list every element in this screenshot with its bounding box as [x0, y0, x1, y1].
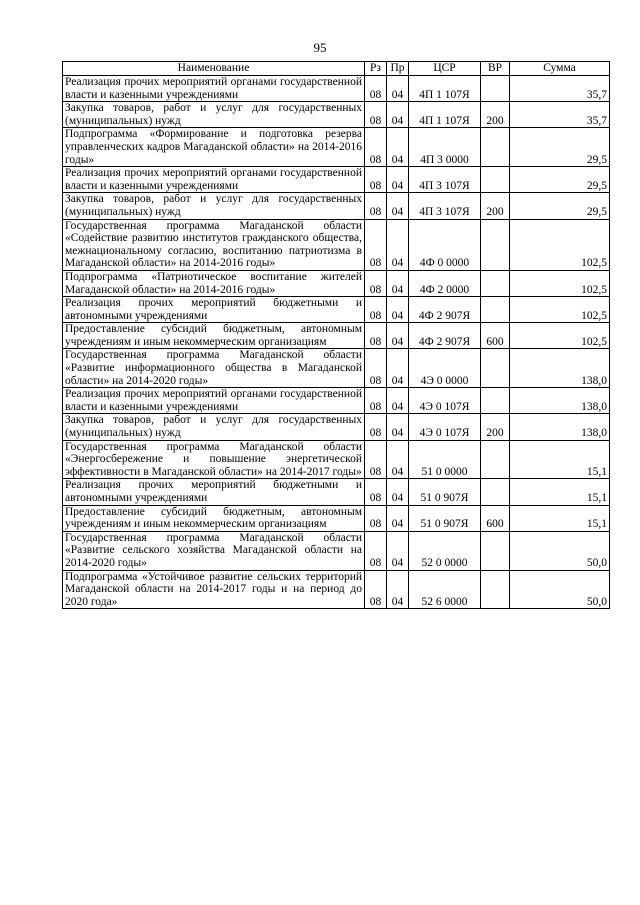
cell-pr: 04: [387, 102, 409, 128]
cell-pr: 04: [387, 297, 409, 323]
cell-sum: 138,0: [510, 349, 610, 388]
cell-pr: 04: [387, 388, 409, 414]
cell-sum: 29,5: [510, 167, 610, 193]
table-row: [63, 349, 610, 388]
cell-pr: 04: [387, 219, 409, 270]
cell-sum: 50,0: [510, 570, 610, 609]
cell-rz: 08: [365, 102, 387, 128]
cell-vr: 200: [481, 193, 510, 219]
cell-pr: 04: [387, 349, 409, 388]
cell-rz: 08: [365, 531, 387, 570]
table-row: [63, 219, 610, 270]
cell-csr: 4Ф 2 0000: [409, 270, 481, 296]
cell-vr: [481, 570, 510, 609]
cell-csr: 4П 3 0000: [409, 128, 481, 167]
table-row: [63, 270, 610, 296]
table-body: [63, 76, 610, 609]
header-pr: Пр: [387, 62, 409, 76]
cell-name: Реализация прочих мероприятий бюджетными и автономными учреждениями: [63, 479, 365, 505]
cell-vr: [481, 270, 510, 296]
cell-csr: 51 0 0000: [409, 440, 481, 479]
cell-rz: 08: [365, 505, 387, 531]
cell-rz: 08: [365, 167, 387, 193]
cell-name: Государственная программа Магаданской области «Энергосбережение и повышение энергетической эффективности в Магаданской области» на 2014-2017 годы»: [63, 440, 365, 479]
cell-sum: 35,7: [510, 76, 610, 102]
page-number: 95: [313, 40, 327, 55]
cell-name: Подпрограмма «Устойчивое развитие сельских территорий Магаданской области на 2014-2017 годы и на период до 2020 года»: [63, 570, 365, 609]
cell-sum: 29,5: [510, 128, 610, 167]
cell-pr: 04: [387, 76, 409, 102]
table-row: [63, 102, 610, 128]
table-row: [63, 414, 610, 440]
cell-name: Предоставление субсидий бюджетным, автономным учреждениям и иным некоммерческим организациям: [63, 323, 365, 349]
table-header-row: [63, 62, 610, 76]
cell-vr: [481, 76, 510, 102]
table-row: [63, 505, 610, 531]
cell-csr: 52 6 0000: [409, 570, 481, 609]
cell-csr: 4Э 0 0000: [409, 349, 481, 388]
header-rz: Рз: [365, 62, 387, 76]
table-row: [63, 323, 610, 349]
budget-table: [62, 61, 610, 609]
cell-pr: 04: [387, 193, 409, 219]
cell-csr: 52 0 0000: [409, 531, 481, 570]
table-row: [63, 167, 610, 193]
cell-sum: 15,1: [510, 505, 610, 531]
cell-sum: 15,1: [510, 440, 610, 479]
cell-csr: 4Э 0 107Я: [409, 388, 481, 414]
header-name: Наименование: [63, 62, 365, 76]
cell-pr: 04: [387, 505, 409, 531]
cell-name: Реализация прочих мероприятий органами государственной власти и казенными учреждениями: [63, 388, 365, 414]
cell-sum: 102,5: [510, 323, 610, 349]
cell-sum: 29,5: [510, 193, 610, 219]
table-row: [63, 570, 610, 609]
cell-rz: 08: [365, 388, 387, 414]
cell-pr: 04: [387, 414, 409, 440]
cell-name: Предоставление субсидий бюджетным, автономным учреждениям и иным некоммерческим организациям: [63, 505, 365, 531]
cell-rz: 08: [365, 414, 387, 440]
cell-vr: 200: [481, 414, 510, 440]
cell-sum: 102,5: [510, 297, 610, 323]
cell-pr: 04: [387, 570, 409, 609]
cell-name: Реализация прочих мероприятий бюджетными и автономными учреждениями: [63, 297, 365, 323]
table-row: [63, 193, 610, 219]
cell-vr: [481, 219, 510, 270]
cell-vr: 600: [481, 505, 510, 531]
cell-name: Реализация прочих мероприятий органами государственной власти и казенными учреждениями: [63, 167, 365, 193]
cell-name: Закупка товаров, работ и услуг для государственных (муниципальных) нужд: [63, 414, 365, 440]
cell-sum: 138,0: [510, 414, 610, 440]
cell-rz: 08: [365, 570, 387, 609]
header-sum: Сумма: [510, 62, 610, 76]
cell-sum: 102,5: [510, 219, 610, 270]
cell-rz: 08: [365, 270, 387, 296]
cell-sum: 15,1: [510, 479, 610, 505]
cell-name: Закупка товаров, работ и услуг для государственных (муниципальных) нужд: [63, 102, 365, 128]
cell-pr: 04: [387, 440, 409, 479]
cell-vr: [481, 479, 510, 505]
cell-rz: 08: [365, 76, 387, 102]
cell-rz: 08: [365, 349, 387, 388]
cell-pr: 04: [387, 167, 409, 193]
cell-vr: [481, 349, 510, 388]
cell-csr: 51 0 907Я: [409, 479, 481, 505]
cell-pr: 04: [387, 531, 409, 570]
cell-vr: 600: [481, 323, 510, 349]
cell-name: Реализация прочих мероприятий органами государственной власти и казенными учреждениями: [63, 76, 365, 102]
table-row: [63, 76, 610, 102]
cell-vr: [481, 128, 510, 167]
cell-rz: 08: [365, 193, 387, 219]
cell-csr: 4Ф 2 907Я: [409, 323, 481, 349]
cell-name: Подпрограмма «Патриотическое воспитание жителей Магаданской области» на 2014-2016 годы»: [63, 270, 365, 296]
table-row: [63, 388, 610, 414]
cell-vr: [481, 388, 510, 414]
header-csr: ЦСР: [409, 62, 481, 76]
cell-pr: 04: [387, 323, 409, 349]
table-row: [63, 479, 610, 505]
table-row: [63, 128, 610, 167]
cell-csr: 4Ф 2 907Я: [409, 297, 481, 323]
cell-rz: 08: [365, 297, 387, 323]
cell-name: Подпрограмма «Формирование и подготовка резерва управленческих кадров Магаданской области» на 2014-2016 годы»: [63, 128, 365, 167]
cell-rz: 08: [365, 440, 387, 479]
cell-name: Закупка товаров, работ и услуг для государственных (муниципальных) нужд: [63, 193, 365, 219]
cell-csr: 4П 1 107Я: [409, 76, 481, 102]
cell-csr: 4П 1 107Я: [409, 102, 481, 128]
cell-vr: [481, 531, 510, 570]
table-row: [63, 297, 610, 323]
cell-vr: [481, 167, 510, 193]
cell-csr: 4П 3 107Я: [409, 193, 481, 219]
header-vr: ВР: [481, 62, 510, 76]
cell-rz: 08: [365, 479, 387, 505]
cell-vr: [481, 297, 510, 323]
table-row: [63, 531, 610, 570]
cell-csr: 4П 3 107Я: [409, 167, 481, 193]
cell-name: Государственная программа Магаданской области «Развитие сельского хозяйства Магаданской области на 2014-2020 годы»: [63, 531, 365, 570]
cell-csr: 4Э 0 107Я: [409, 414, 481, 440]
table-row: [63, 440, 610, 479]
cell-vr: [481, 440, 510, 479]
cell-rz: 08: [365, 128, 387, 167]
cell-name: Государственная программа Магаданской области «Развитие информационного общества в Магаданской области» на 2014-2020 годы»: [63, 349, 365, 388]
cell-rz: 08: [365, 219, 387, 270]
cell-pr: 04: [387, 270, 409, 296]
cell-sum: 50,0: [510, 531, 610, 570]
cell-name: Государственная программа Магаданской области «Содействие развитию институтов гражданского общества, межнациональному согласию, воспитанию патриотизма в Магаданской области» на 2014-2016 годы»: [63, 219, 365, 270]
cell-sum: 138,0: [510, 388, 610, 414]
cell-sum: 102,5: [510, 270, 610, 296]
cell-rz: 08: [365, 323, 387, 349]
cell-pr: 04: [387, 128, 409, 167]
cell-vr: 200: [481, 102, 510, 128]
cell-csr: 4Ф 0 0000: [409, 219, 481, 270]
cell-pr: 04: [387, 479, 409, 505]
cell-csr: 51 0 907Я: [409, 505, 481, 531]
cell-sum: 35,7: [510, 102, 610, 128]
